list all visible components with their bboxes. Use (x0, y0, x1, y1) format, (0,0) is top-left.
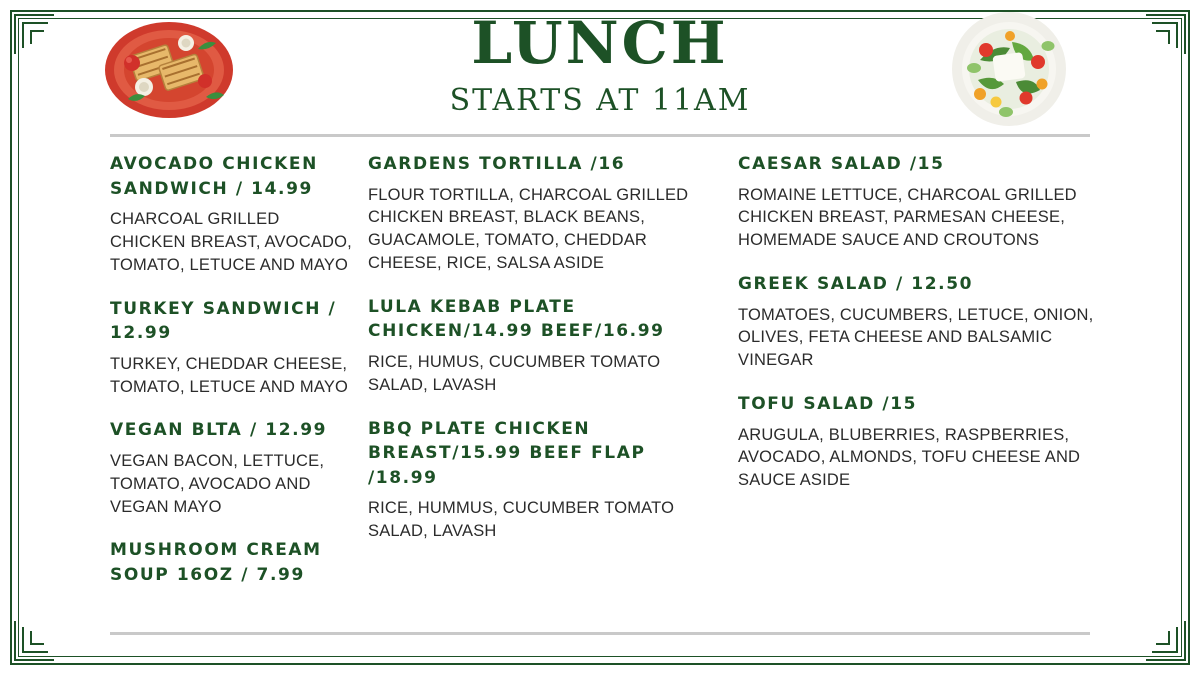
menu-item (110, 418, 356, 518)
menu-item (368, 295, 718, 397)
menu-item-name: TOFU SALAD /15 (738, 393, 918, 414)
menu-columns (0, 152, 1200, 606)
menu-item-name: MUSHROOM CREAM SOUP 16OZ / 7.99 (110, 540, 322, 585)
page-subtitle: STARTS AT 11AM (449, 83, 751, 118)
menu-item-name: GARDENS TORTILLA /16 (368, 154, 626, 174)
menu-item-name: VEGAN BLTA / 12.99 (110, 420, 328, 441)
divider-bottom (110, 632, 1090, 635)
menu-item (110, 297, 356, 399)
menu-column-left (0, 152, 368, 606)
menu-column-right (738, 152, 1200, 606)
menu-item (738, 392, 1130, 492)
menu-item-description: RICE, HUMUS, CUCUMBER TOMATO SALAD, LAVASH (368, 352, 661, 394)
menu-item-name: TURKEY SANDWICH / 12.99 (110, 298, 337, 344)
menu-item-description: FLOUR TORTILLA, CHARCOAL GRILLED CHICKEN BREAST, BLACK BEANS, GUACAMOLE, TOMATO, CHEDDAR CHEESE, RICE, SALSA ASIDE (368, 185, 689, 272)
grilled-sandwich-plate-photo (102, 13, 237, 123)
menu-item-description: ARUGULA, BLUBERRIES, RASPBERRIES, AVOCADO, ALMONDS, TOFU CHEESE AND SAUCE ASIDE (738, 425, 1081, 490)
menu-item-name: BBQ PLATE CHICKEN BREAST/15.99 BEEF FLAP /18.99 (368, 418, 646, 488)
menu-item-name: LULA KEBAB PLATE CHICKEN/14.99 BEEF/16.99 (368, 296, 665, 342)
menu-item-description: TURKEY, CHEDDAR CHEESE, TOMATO, LETUCE AND MAYO (110, 354, 349, 396)
menu-column-middle (368, 152, 738, 606)
menu-item-description: RICE, HUMMUS, CUCUMBER TOMATO SALAD, LAVASH (368, 499, 675, 541)
menu-item (110, 152, 356, 277)
menu-item-description: CHARCOAL GRILLED CHICKEN BREAST, AVOCADO, TOMATO, LETUCE AND MAYO (110, 210, 352, 274)
menu-item-name: CAESAR SALAD /15 (738, 154, 945, 174)
menu-item-description: ROMAINE LETTUCE, CHARCOAL GRILLED CHICKEN BREAST, PARMESAN CHEESE, HOMEMADE SAUCE AND CROUTONS (738, 185, 1077, 250)
corner-ornament-bottom-right (1140, 615, 1186, 661)
menu-item (738, 152, 1130, 252)
menu-item (110, 538, 356, 587)
corner-ornament-bottom-left (14, 615, 60, 661)
menu-item-description: VEGAN BACON, LETTUCE, TOMATO, AVOCADO AND VEGAN MAYO (110, 452, 325, 516)
menu-item-name: GREEK SALAD / 12.50 (738, 273, 974, 294)
mixed-salad-bowl-photo (950, 10, 1068, 128)
menu-item (368, 417, 718, 543)
divider-top (110, 134, 1090, 137)
menu-item (368, 152, 718, 275)
menu-item-description: TOMATOES, CUCUMBERS, LETUCE, ONION, OLIVES, FETA CHEESE AND BALSAMIC VINEGAR (738, 305, 1094, 370)
page-title: LUNCH (471, 9, 729, 77)
menu-item (738, 272, 1130, 372)
menu-item-name: AVOCADO CHICKEN SANDWICH / 14.99 (110, 154, 318, 199)
